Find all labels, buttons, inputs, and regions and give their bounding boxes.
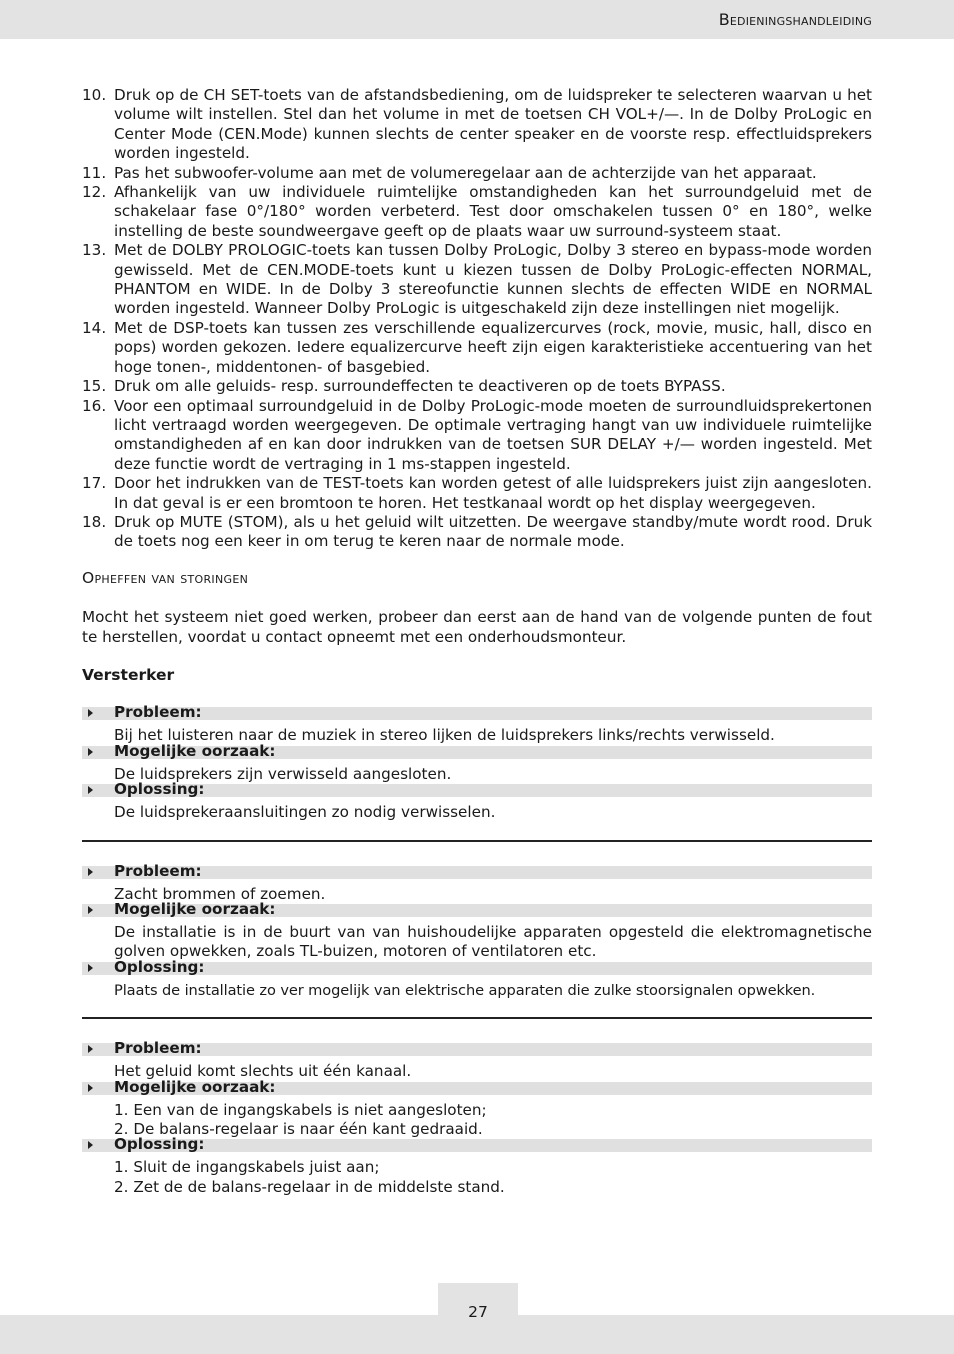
arrow-right-icon (88, 906, 93, 914)
problem-text: Zacht brommen of zoemen. (114, 884, 326, 903)
cause-header (82, 741, 872, 760)
cause-text: De luidsprekers zijn verwisseld aangesloten. (114, 764, 452, 783)
divider (82, 840, 872, 842)
step-item (82, 164, 872, 183)
problem-text: Bij het luisteren naar de muziek in stereo lijken de luidsprekers links/rechts verwisseld. (114, 726, 775, 745)
solution-text: De luidsprekeraansluitingen zo nodig verwisselen. (114, 803, 496, 822)
step-text: Pas het subwoofer-volume aan met de volumeregelaar aan de achterzijde van het apparaat. (114, 163, 817, 182)
intro-paragraph: Mocht het systeem niet goed werken, probeer dan eerst aan de hand van de volgende punten de fout te herstellen, voordat u contact opneemt met een onderhoudsmonteur. (82, 608, 872, 646)
cause-line: 2. De balans-regelaar is naar één kant gedraaid. (114, 1120, 483, 1139)
step-text: Met de DSP-toets kan tussen zes verschillende equalizercurves (rock, movie, music, hall, disco en pops) worden gekozen. Iedere equalizercurve heeft zijn eigen karakteristieke accentuering van het hoge tonen-, middentonen- of basgebied. (114, 318, 872, 376)
arrow-right-icon (88, 964, 93, 972)
issue-block (82, 1039, 872, 1197)
arrow-right-icon (88, 1141, 93, 1149)
step-number: 17. (82, 474, 107, 493)
problem-label: Probleem: (114, 1039, 202, 1058)
problem-header (82, 861, 872, 880)
arrow-right-icon (88, 748, 93, 756)
step-item (82, 397, 872, 475)
problem-label: Probleem: (114, 703, 202, 722)
step-list (82, 86, 872, 552)
solution-header (82, 957, 872, 976)
step-text: Druk op MUTE (STOM), als u het geluid wilt uitzetten. De weergave standby/mute wordt rood. Druk de toets nog een keer in om terug te keren naar de normale mode. (114, 512, 872, 551)
divider (82, 1017, 872, 1019)
page-number: 27 (468, 1303, 488, 1321)
step-number: 11. (82, 163, 107, 182)
solution-label: Oplossing: (114, 957, 205, 976)
subsection-title: Versterker (82, 665, 175, 684)
step-text: Afhankelijk van uw individuele ruimtelijke omstandigheden kan het surroundgeluid met de schakelaar fase 0°/180° worden verbeterd. Test door omschakelen tussen 0° en 180°, welke instelling de beste soundweergave geeft op de plaats waar uw surround-systeem staat. (114, 183, 872, 240)
step-text: Door het indrukken van de TEST-toets kan worden getest of alle luidsprekers juist zijn aangesloten. In dat geval is er een bromtoon te horen. Het testkanaal wordt op het display weergegeven. (114, 474, 872, 512)
step-text: Met de DOLBY PROLOGIC-toets kan tussen Dolby ProLogic, Dolby 3 stereo en bypass-mode worden gewisseld. Met de CEN.MODE-toets kunt u kiezen tussen de Dolby ProLogic-effecten NORMAL, PHANTOM en WIDE. In de Dolby 3 stereofunctie kunnen slechts de effecten WIDE en NORMAL worden ingesteld. Wanneer Dolby ProLogic is uitgeschakeld zijn deze instellingen niet mogelijk. (114, 241, 872, 318)
solution-header (82, 780, 872, 799)
step-text: Voor een optimaal surroundgeluid in de Dolby ProLogic-mode moeten de surroundluidsprekertonen licht vertraagd worden weergegeven. De optimale vertraging hangt van uw individuele ruimtelijke omstandigheden af en kan door indrukken van de toetsen SUR DELAY +/— worden ingesteld. Met deze functie wordt de vertraging in 1 ms-stappen ingesteld. (114, 396, 872, 473)
problem-text: Het geluid komt slechts uit één kanaal. (114, 1062, 412, 1081)
arrow-right-icon (88, 709, 93, 717)
solution-label: Oplossing: (114, 1135, 205, 1154)
cause-label: Mogelijke oorzaak: (114, 1077, 276, 1096)
cause-header (82, 1077, 872, 1096)
step-item (82, 474, 872, 513)
cause-header (82, 900, 872, 918)
step-number: 16. (82, 396, 107, 415)
step-number: 12. (82, 183, 107, 202)
arrow-right-icon (88, 786, 93, 794)
cause-label: Mogelijke oorzaak: (114, 741, 276, 760)
page-content (82, 86, 872, 1197)
solution-header (82, 1135, 872, 1154)
step-number: 15. (82, 377, 107, 396)
step-item (82, 319, 872, 377)
step-text: Druk op de CH SET-toets van de afstandsbediening, om de luidspreker te selecteren waarvan u het volume wilt instellen. Stel dan het volume in met de toetsen CH VOL+/—. In de Dolby ProLogic en Center Mode (CEN.Mode) kunnen slechts de center speaker en de voorste resp. effectluidsprekers worden ingesteld. (114, 86, 872, 163)
step-number: 14. (82, 318, 107, 337)
section-title: Opheffen van storingen (82, 568, 249, 587)
step-number: 18. (82, 512, 107, 531)
cause-text: De installatie is in de buurt van van huishoudelijke apparaten opgesteld die elektromagnetische golven opwekken, zoals TL-buizen, motoren of ventilatoren etc. (114, 923, 872, 961)
arrow-right-icon (88, 868, 93, 876)
step-number: 13. (82, 241, 107, 260)
cause-label: Mogelijke oorzaak: (114, 900, 276, 918)
problem-label: Probleem: (114, 861, 202, 880)
cause-line: 1. Een van de ingangskabels is niet aangesloten; (114, 1100, 487, 1119)
step-text: Druk om alle geluids- resp. surroundeffecten te deactiveren op de toets BYPASS. (114, 377, 726, 396)
cause-text (82, 1095, 872, 1140)
arrow-right-icon (88, 1084, 93, 1092)
step-item (82, 513, 872, 552)
arrow-right-icon (88, 1045, 93, 1053)
step-item (82, 86, 872, 164)
solution-text (82, 1152, 872, 1197)
solution-line: 2. Zet de de balans-regelaar in de middelste stand. (114, 1177, 505, 1196)
problem-header (82, 703, 872, 722)
solution-line: 1. Sluit de ingangskabels juist aan; (114, 1158, 380, 1177)
header-title: Bedieningshandleiding (718, 10, 872, 29)
step-item (82, 377, 872, 396)
step-item (82, 183, 872, 241)
header-bar (0, 0, 954, 39)
step-number: 10. (82, 86, 107, 104)
problem-header (82, 1039, 872, 1058)
solution-label: Oplossing: (114, 780, 205, 799)
step-item (82, 241, 872, 319)
issue-block (82, 861, 872, 1001)
issue-block (82, 703, 872, 822)
solution-text: Plaats de installatie zo ver mogelijk van elektrische apparaten die zulke stoorsignalen opwekken. (114, 981, 816, 999)
